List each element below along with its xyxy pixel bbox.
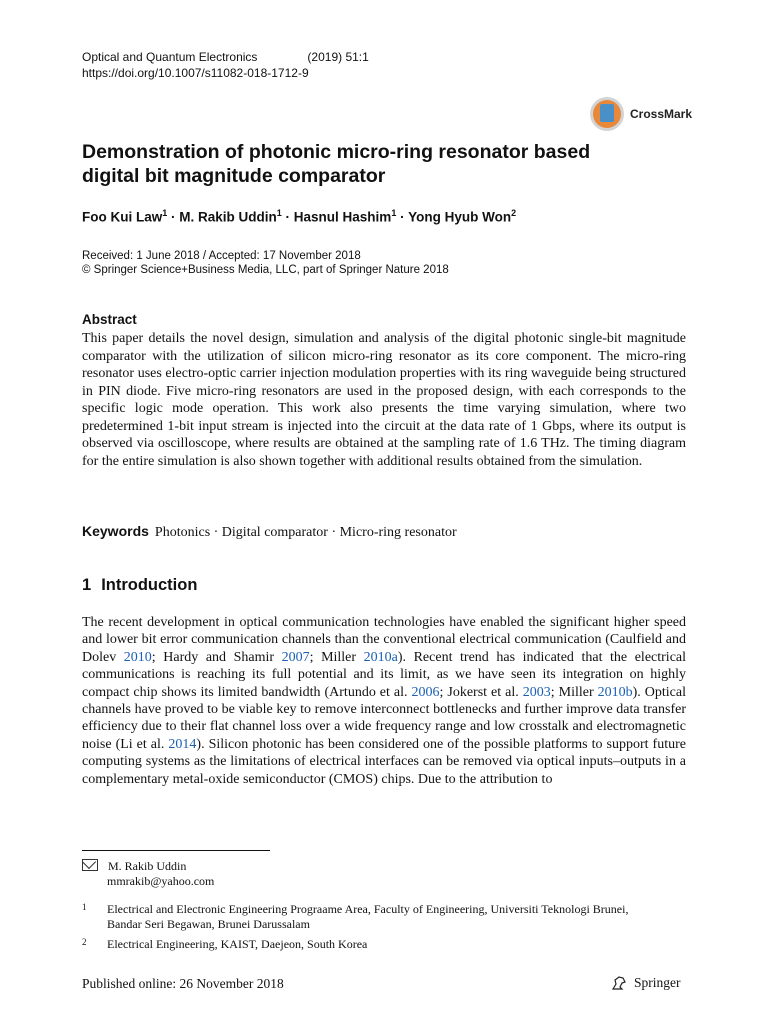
published-date: Published online: 26 November 2018 [82, 976, 284, 991]
author-affiliation-mark: 2 [511, 208, 517, 218]
author-name: Hasnul Hashim [293, 209, 392, 225]
keywords-line [82, 523, 457, 541]
author-name: Foo Kui Law [82, 209, 163, 225]
abstract-text: This paper details the novel design, simulation and analysis of the digital photonic single-bit magnitude comparator with the utilization of silicon micro-ring resonator as its core component. The micro-ring resonator uses electro-optic carrier injection modulation properties with its ring waveguide being structured in PIN diode. Five micro-ring resonators are used in the proposed design, with each corresponds to the specific logic mode operation. This work also presents the time varying simulation, where two predetermined 1-bit input stream is injected into the circuit at the data rate of 1 Gbps, where its output is observed via oscilloscope, where results are obtained at the sampling rate of 1.6 THz. The timing diagram for the entire simulation is also shown together with additional results obtained from the simulation. [82, 331, 686, 469]
springer-horse-icon [610, 974, 628, 992]
received-dates: Received: 1 June 2018 / Accepted: 17 November 2018 [82, 250, 361, 262]
citation-link[interactable]: 2010 [123, 649, 152, 665]
body-text: ; Miller [550, 684, 598, 700]
footnote-divider [82, 850, 270, 851]
paper-title: Demonstration of photonic micro-ring resonator based digital bit magnitude comparator [82, 141, 591, 187]
introduction-paragraph [82, 614, 686, 788]
affiliation-number: 1 [82, 902, 87, 912]
section-heading [82, 576, 197, 595]
affiliation-2 [82, 937, 367, 952]
body-text: ; Miller [309, 649, 364, 665]
author-list: Foo Kui Law$^1$ · M. Rakib Uddin$^1$ · Hasnul Hashim$^1$ · Yong Hyub Won$^2$ [82, 208, 517, 225]
citation-link[interactable]: 2014 [168, 736, 197, 752]
copyright-notice: © Springer Science+Business Media, LLC, part of Springer Nature 2018 [82, 264, 449, 276]
publisher-name: Springer [634, 975, 681, 990]
section-number: 1 [82, 576, 92, 594]
crossmark-badge[interactable] [590, 93, 730, 135]
abstract-heading: Abstract [82, 312, 137, 327]
body-text: ; Hardy and Shamir [151, 649, 282, 665]
body-text: The recent development in optical communication technologies have enabled the significant higher speed and lower bit error communication channels than the conventional electrical communication (Caulfield and Dolev [82, 615, 686, 665]
author-affiliation-mark: 1 [391, 208, 397, 218]
citation-link[interactable]: 2003 [522, 684, 551, 700]
citation-link[interactable]: 2006 [411, 684, 440, 700]
body-text: ). Recent trend has indicated that the electrical communications is reaching its full potential and its limit, as we have seen its integration on highly compact chip shows its limited bandwidth (Artundo et al. [82, 649, 687, 700]
body-text: ). Silicon photonic has been considered one of the possible platforms to support future computing systems as the limitations of electrical interfaces can be removed via optical inputs–outputs in a complementary metal-oxide semiconductor (CMOS) chips. Due to the attribution to [82, 736, 686, 787]
crossmark-icon [590, 97, 624, 131]
keywords-label: Keywords [82, 523, 149, 539]
corresponding-name: M. Rakib Uddin [108, 859, 187, 873]
author-affiliation-mark: 1 [276, 208, 282, 218]
journal-header [82, 50, 369, 64]
affiliation-number: 2 [82, 937, 87, 947]
section-title: Introduction [101, 576, 198, 594]
corresponding-author [82, 858, 214, 889]
doi-link[interactable]: https://doi.org/10.1007/s11082-018-1712-9 [82, 66, 309, 80]
author-name: Yong Hyub Won [408, 209, 512, 225]
corresponding-email[interactable]: mmrakib@yahoo.com [107, 874, 215, 888]
publisher-logo [610, 974, 681, 992]
citation-link[interactable]: 2010b [597, 684, 633, 700]
journal-name: Optical and Quantum Electronics [82, 50, 258, 64]
envelope-icon [82, 859, 98, 871]
crossmark-label: CrossMark [630, 107, 693, 121]
author-affiliation-mark: 1 [162, 208, 168, 218]
journal-volume: (2019) 51:1 [307, 50, 369, 64]
affiliation-text: Electrical and Electronic Engineering Prograame Area, Faculty of Engineering, Universiti Teknologi Brunei, Bandar Seri Begawan, Brunei Darussalam [107, 902, 629, 931]
citation-link[interactable]: 2010a [363, 649, 398, 665]
citation-link[interactable]: 2007 [281, 649, 310, 665]
body-text: ; Jokerst et al. [439, 684, 523, 700]
affiliation-1 [82, 902, 642, 932]
affiliation-text: Electrical Engineering, KAIST, Daejeon, South Korea [107, 937, 368, 951]
author-name: M. Rakib Uddin [179, 209, 277, 225]
keywords-text: Photonics · Digital comparator · Micro-ring resonator [154, 525, 457, 540]
body-text: ). Optical channels have proved to be viable key to remove interconnect bottlenecks and further improve data transfer efficiency due to their flat channel loss over a wide frequency range and low crosstalk and electromagnetic noise (Li et al. [82, 684, 687, 752]
